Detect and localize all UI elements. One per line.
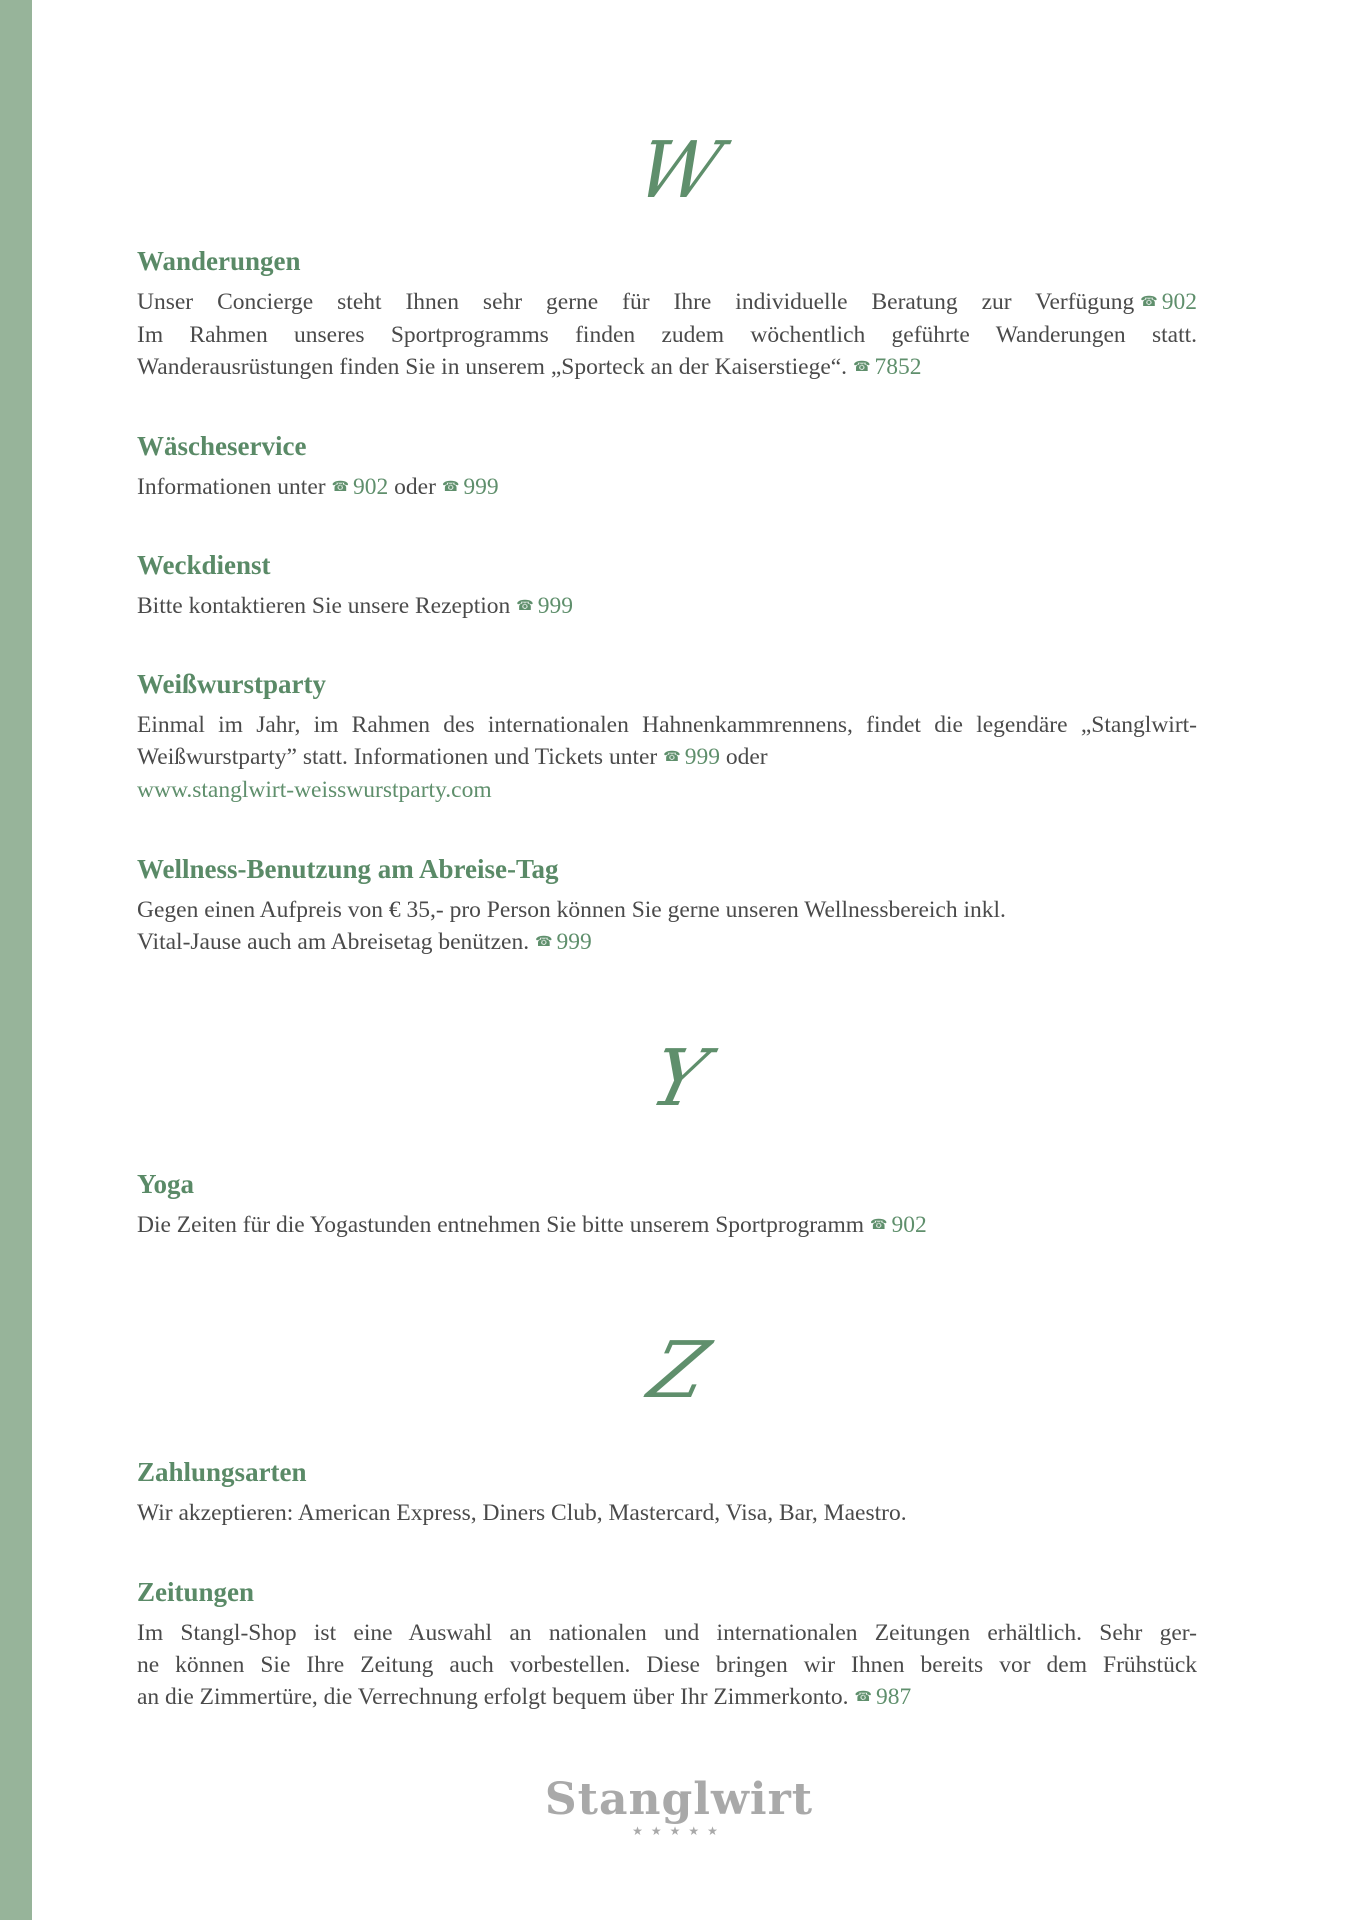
letter-z-initial: Z <box>640 1326 718 1416</box>
section-wellness <box>137 852 1197 959</box>
heading-weckdienst: Weckdienst <box>137 550 271 580</box>
phone-number: 902 <box>1161 289 1197 315</box>
weckdienst-text-body: Bitte kontaktieren Sie unsere Rezeption <box>137 593 511 619</box>
heading-yoga: Yoga <box>137 1169 195 1199</box>
wanderungen-line-3 <box>137 351 1197 384</box>
phone-number: 999 <box>463 474 499 500</box>
phone-number: 902 <box>353 474 389 500</box>
telephone-icon: ☎ <box>663 750 681 765</box>
zeitungen-line-3 <box>137 1681 1197 1714</box>
phone-number: 999 <box>537 593 573 619</box>
wellness-line-2 <box>137 926 1197 959</box>
letter-y-initial: Y <box>642 1034 716 1124</box>
wellness-line-1: Gegen einen Aufpreis von € 35,- pro Person können Sie gerne unseren Wellnessbereich inkl. <box>137 897 1006 923</box>
heading-wellness: Wellness-Benutzung am Abreise-Tag <box>137 854 559 884</box>
wanderungen-line-3-text: Wanderausrüstungen finden Sie in unserem „Sporteck an der Kaiserstiege“. <box>137 354 848 380</box>
letter-w-initial: W <box>627 126 731 216</box>
yoga-text <box>137 1209 1197 1242</box>
phone-number: 999 <box>684 744 720 770</box>
weisswurstparty-website-link[interactable]: www.stanglwirt-weisswurstparty.com <box>137 777 492 803</box>
telephone-icon: ☎ <box>331 480 350 495</box>
section-wanderungen <box>137 244 1197 384</box>
weisswurstparty-link-line <box>137 774 1197 806</box>
logo-stars: ★★★★★ <box>632 1824 726 1838</box>
telephone-icon: ☎ <box>1140 295 1158 310</box>
wanderungen-line-1 <box>137 286 1197 319</box>
telephone-icon: ☎ <box>854 1690 872 1705</box>
telephone-icon: ☎ <box>870 1218 888 1233</box>
phone-number: 902 <box>891 1212 927 1238</box>
section-weckdienst <box>137 548 1197 623</box>
wanderungen-text <box>137 286 1197 384</box>
side-color-bar <box>0 0 32 1920</box>
zahlungsarten-text: Wir akzeptieren: American Express, Diners Club, Mastercard, Visa, Bar, Maestro. <box>137 1500 907 1526</box>
phone-number: 999 <box>556 929 592 955</box>
section-zahlungsarten <box>137 1455 1197 1529</box>
telephone-icon: ☎ <box>535 935 553 950</box>
zeitungen-text <box>137 1617 1197 1714</box>
weisswurstparty-text <box>137 709 1197 806</box>
section-yoga <box>137 1167 1197 1242</box>
phone-number: 987 <box>875 1684 912 1710</box>
telephone-icon: ☎ <box>441 480 460 495</box>
heading-zahlungsarten: Zahlungsarten <box>137 1457 307 1487</box>
weisswurstparty-text-1: Einmal im Jahr, im Rahmen des internationalen Hahnenkammrennens, findet die legendäre „Stanglwirt-Weißwurstparty” statt. Informationen und Tickets unter <box>137 712 1197 770</box>
telephone-icon: ☎ <box>516 599 534 614</box>
wanderungen-line-1-text: Unser Concierge steht Ihnen sehr gerne für Ihre individuelle Beratung zur Verfügung <box>137 289 1135 315</box>
wellness-text <box>137 894 1197 959</box>
section-waescheservice <box>137 429 1197 504</box>
weckdienst-text <box>137 590 1197 623</box>
heading-zeitungen: Zeitungen <box>137 1577 255 1607</box>
heading-wanderungen: Wanderungen <box>137 246 301 276</box>
zeitungen-line-3-text: an die Zimmertüre, die Verrechnung erfolgt bequem über Ihr Zimmerkonto. <box>137 1684 849 1710</box>
phone-number: 7852 <box>874 354 922 380</box>
logo-wordmark: Stanglwirt <box>544 1774 814 1825</box>
section-zeitungen <box>137 1575 1197 1714</box>
telephone-icon: ☎ <box>853 360 871 375</box>
wellness-line-2-text: Vital-Jause auch am Abreisetag benützen. <box>137 929 530 955</box>
waescheservice-text <box>137 471 1197 504</box>
yoga-text-body: Die Zeiten für die Yogastunden entnehmen Sie bitte unserem Sportprogramm <box>137 1212 865 1238</box>
zeitungen-line-2: ne können Sie Ihre Zeitung auch vorbestellen. Diese bringen wir Ihnen bereits vor dem Frühstück <box>137 1652 1197 1678</box>
heading-weisswurstparty: Weißwurstparty <box>137 669 326 699</box>
waescheservice-text-2: oder <box>394 474 436 500</box>
waescheservice-text-1: Informationen unter <box>137 474 326 500</box>
wanderungen-line-2: Im Rahmen unseres Sportprogramms finden zudem wöchentlich geführte Wanderungen statt. <box>137 322 1197 348</box>
weisswurstparty-text-2: oder <box>725 744 768 770</box>
stanglwirt-logo <box>0 1774 1358 1839</box>
zeitungen-line-1: Im Stangl-Shop ist eine Auswahl an nationalen und internationalen Zeitungen erhältlich. Sehr ger- <box>137 1620 1197 1646</box>
heading-waescheservice: Wäscheservice <box>137 431 307 461</box>
section-weisswurstparty <box>137 667 1197 806</box>
